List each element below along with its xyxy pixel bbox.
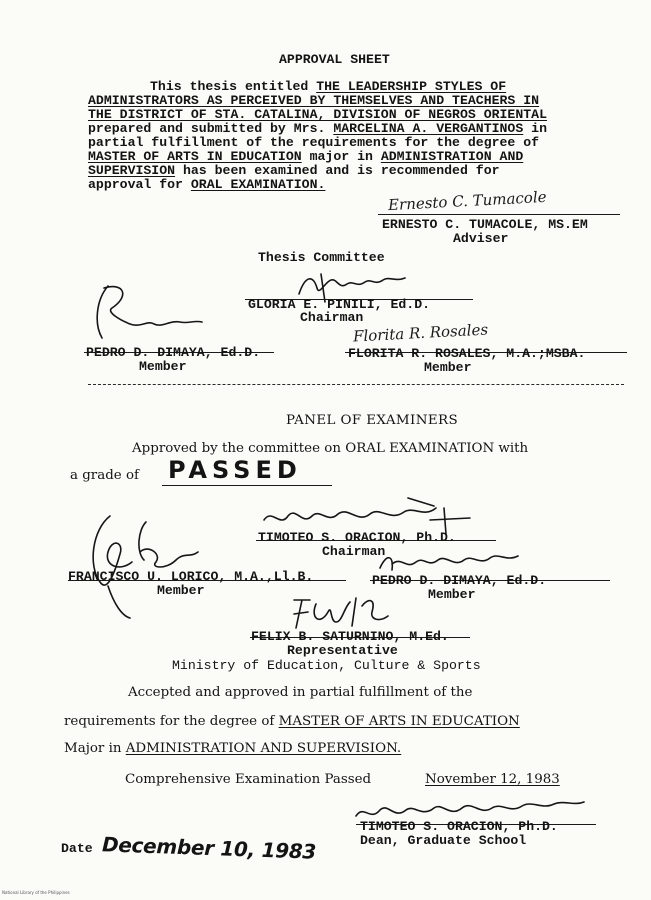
grade-line: [162, 485, 332, 486]
acceptance-line-2-text: requirements for the degree of: [64, 714, 279, 729]
panel-ministry: Ministry of Education, Culture & Sports: [172, 658, 481, 673]
panel-chairman-role: Chairman: [322, 544, 386, 559]
panel-member1-signature: [86, 508, 216, 624]
committee-heading: Thesis Committee: [258, 250, 385, 265]
panel-rep-signature: [280, 592, 400, 632]
panel-rep-name: FELIX B. SATURNINO, M.Ed.: [251, 629, 449, 644]
approval-line-4-text: prepared and submitted by Mrs.: [88, 121, 334, 136]
acceptance-line-3: [64, 742, 401, 755]
panel-member2-role: Member: [428, 587, 476, 602]
panel-member2-name: PEDRO D. DIMAYA, Ed.D.: [372, 573, 547, 588]
panel-member1-role: Member: [157, 583, 205, 598]
thesis-title-part-2: ADMINISTRATORS AS PERCEIVED BY THEMSELVES AND TEACHERS IN: [88, 93, 540, 108]
acceptance-line-3-text: Major in: [64, 741, 126, 756]
grade-label: a grade of: [70, 468, 139, 483]
acceptance-degree: MASTER OF ARTS IN EDUCATION: [278, 714, 520, 729]
date-label: Date: [61, 841, 93, 856]
oral-exam-label: ORAL EXAMINATION.: [190, 177, 326, 192]
approval-title: APPROVAL SHEET: [279, 52, 390, 67]
acceptance-line-1: Accepted and approved in partial fulfillment of the: [128, 685, 473, 700]
adviser-name: ERNESTO C. TUMACOLE, MS.EM: [382, 217, 588, 232]
candidate-name: MARCELINA A. VERGANTINOS: [333, 121, 524, 136]
approval-line-4: [88, 122, 547, 135]
panel-approved-text: Approved by the committee on ORAL EXAMINATION with: [132, 441, 529, 456]
approval-line-7-text: has been examined and is recommended for: [175, 163, 500, 178]
committee-member1-name: PEDRO D. DIMAYA, Ed.D.: [86, 345, 261, 360]
thesis-title-part-1: THE LEADERSHIP STYLES OF: [316, 79, 507, 94]
section-separator: [88, 384, 624, 385]
committee-member2-signature: Florita R. Rosales: [352, 320, 489, 346]
adviser-signature-line: [378, 214, 620, 215]
dean-role: Dean, Graduate School: [360, 833, 527, 848]
committee-member2-role: Member: [424, 360, 472, 375]
acceptance-major: ADMINISTRATION AND SUPERVISION.: [125, 741, 402, 756]
panel-rep-role: Representative: [287, 643, 398, 658]
major-part-2: SUPERVISION: [88, 163, 176, 178]
committee-chairman-name: GLORIA E. PINILI, Ed.D.: [248, 297, 431, 312]
committee-chairman-role: Chairman: [300, 310, 364, 325]
approval-line-1-text: This thesis entitled: [150, 79, 317, 94]
adviser-role: Adviser: [453, 231, 509, 246]
approval-line-1: [150, 80, 506, 93]
date-value: December 10, 1983: [101, 832, 317, 864]
panel-heading: PANEL OF EXAMINERS: [286, 413, 459, 428]
panel-chairman-name: TIMOTEO S. ORACION, Ph.D.: [258, 530, 456, 545]
approval-line-8: [88, 178, 325, 191]
committee-member1-role: Member: [139, 359, 187, 374]
approval-line-6-text: major in: [301, 149, 381, 164]
acceptance-line-2: [64, 715, 520, 728]
approval-line-4-end: in: [523, 121, 548, 136]
panel-member1-name: FRANCISCO U. LORICO, M.A.,Ll.B.: [68, 569, 314, 584]
comprehensive-label: Comprehensive Examination Passed: [125, 772, 372, 787]
comprehensive-date: November 12, 1983: [425, 772, 560, 787]
major-part-1: ADMINISTRATION AND: [380, 149, 524, 164]
approval-line-7: [88, 164, 500, 177]
degree-name: MASTER OF ARTS IN EDUCATION: [88, 149, 302, 164]
grade-value: PASSED: [168, 456, 302, 484]
approval-line-8-text: approval for: [88, 177, 191, 192]
adviser-signature: Ernesto C. Tumacole: [387, 187, 547, 215]
committee-member1-signature: [90, 280, 210, 348]
approval-line-6: [88, 150, 523, 163]
dean-name: TIMOTEO S. ORACION, Ph.D.: [360, 819, 558, 834]
thesis-title-part-3: THE DISTRICT OF STA. CATALINA, DIVISION OF NEGROS ORIENTAL: [88, 107, 547, 122]
approval-line-5: partial fulfillment of the requirements for the degree of: [88, 135, 540, 150]
committee-member2-name: FLORITA R. ROSALES, M.A.;MSBA.: [348, 346, 586, 361]
footer-watermark: National Library of the Philippines: [2, 890, 70, 895]
